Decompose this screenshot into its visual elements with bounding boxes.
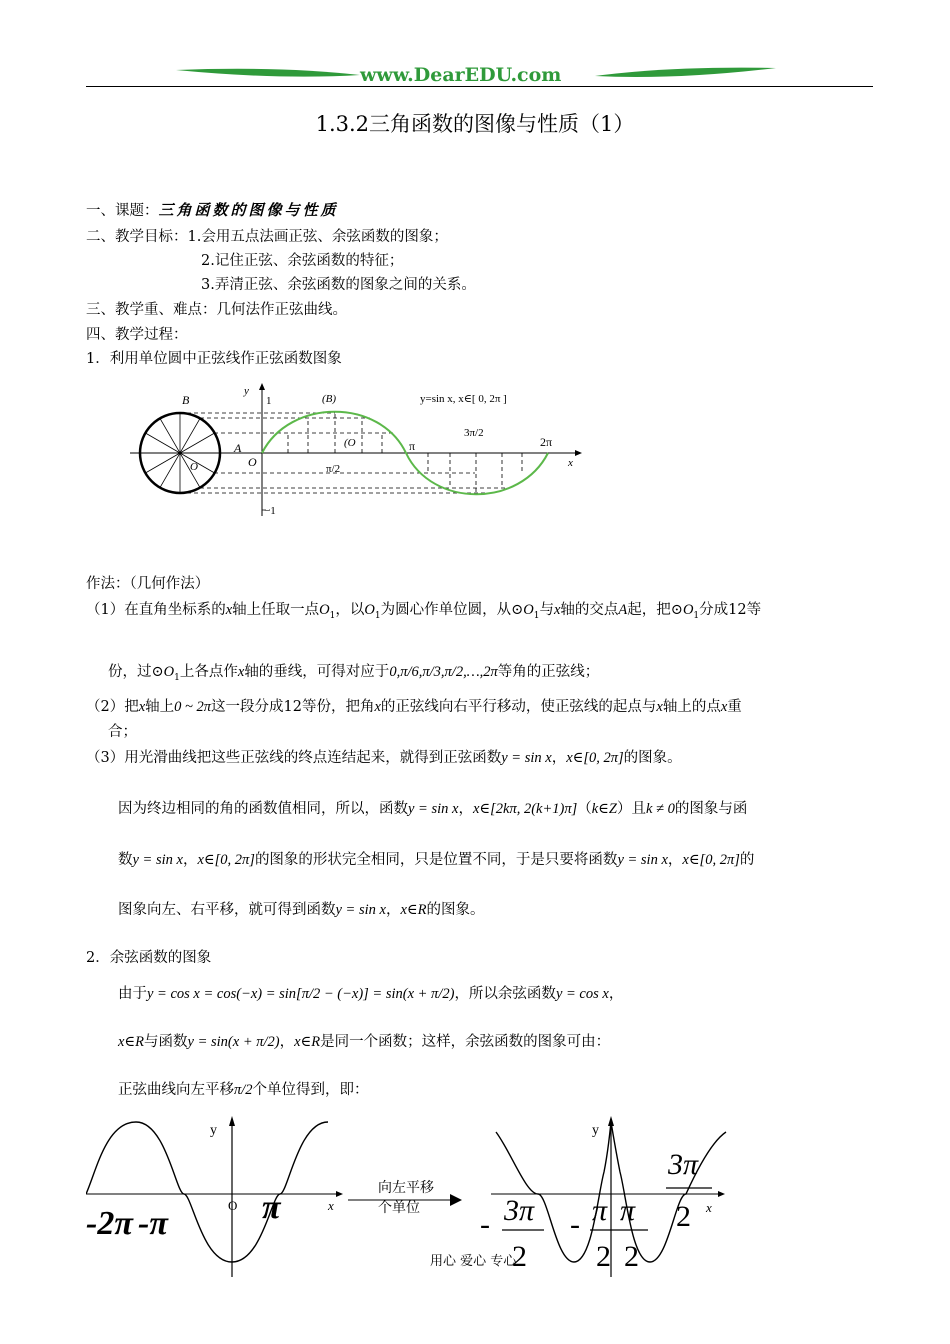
label-O1: O [190,461,198,473]
step-1-line-1: （1）在直角坐标系的x轴上任取一点$O_1$，以$O_1$为圆心作单位圆，从$⊙O_1$与x轴的交点A起，把$⊙O_1$分成12等 [86,602,762,621]
cosine-line-1: 由于y = cos x = cos(−x) = sin[π/2 − (−x)] = sin(x + π/2)，所以余弦函数y = cos x， [118,986,624,1002]
page-title: 1.3.2三角函数的图像与性质（1） [315,112,635,136]
arrow-text-1: 向左平移 [378,1181,434,1196]
right-label-x: x [706,1200,712,1215]
left-label-minus2pi: -2π [86,1205,133,1242]
label-B: B [182,393,190,407]
cosine-line-3: 正弦曲线向左平移π/2个单位得到，即： [118,1082,369,1098]
footer-text: 用心 爱心 专心 [430,1254,517,1269]
right-label-2-c: 2 [624,1240,639,1273]
right-label-pi: π [620,1194,636,1227]
topic-value: 三角函数的图像与性质 [158,201,339,219]
section-2-heading: 2．余弦函数的图象 [86,950,212,966]
right-label-2-a: 2 [512,1240,527,1273]
step-1-line-2: 份，过$⊙O_1$上各点作x轴的垂线，可得对应于0,π/6,π/3,π/2,…,2π等角的正弦线； [108,664,600,683]
periodic-line-1: 因为终边相同的角的函数值相同，所以，函数y = sin x，x∈[2kπ, 2(k+1)π]（k∈Z）且k ≠ 0的图象与函 [118,801,748,817]
method-heading: 作法：（几何作法） [86,576,210,592]
label-pi: π [409,439,416,453]
process-heading: 四、教学过程： [86,327,188,343]
right-label-3pi-top: 3π [668,1148,699,1181]
step-3-line: （3）用光滑曲线把这些正弦线的终点连结起来，就得到正弦函数y = sin x，x∈[0, 2π]的图象。 [86,750,682,766]
left-label-minuspi: -π [138,1205,168,1242]
step-2-line-1: （2）把x轴上0 ~ 2π这一段分成12等份，把角x的正弦线向右平行移动，使正弦线的起点与x轴上的点x重 [86,699,742,715]
left-label-y: y [210,1123,217,1138]
svg-text:-: - [570,1208,580,1241]
label-O1-paren: (O [344,437,356,449]
label-two-pi: 2π [540,435,553,449]
goal-3: 3.弄清正弦、余弦函数的图象之间的关系。 [201,277,476,293]
header-rule [86,86,873,87]
left-label-x: x [328,1198,334,1213]
arrow-text-2: 个单位 [378,1201,420,1216]
left-label-O: O [228,1198,238,1213]
label-three-pi-half: 3π/2 [464,427,484,439]
label-B-paren: (B) [322,393,337,405]
section-1-heading: 1．利用单位圆中正弦线作正弦函数图象 [86,351,342,367]
figure1-caption: y=sin x, x∈[ 0, 2π ] [420,393,507,405]
goal-2: 2.记住正弦、余弦函数的特征； [201,253,404,269]
header-site-name[interactable]: www.DearEDU.com [360,64,562,86]
goal-line-1 [86,225,448,246]
right-label-2-b: 2 [596,1240,611,1273]
label-x: x [568,457,573,469]
key-points: 三、教学重、难点：几何法作正弦曲线。 [86,302,347,318]
right-label-2-top: 2 [676,1200,691,1233]
topic-label: 一、课题： [86,203,159,219]
label-pi-half: π/2 [326,463,341,475]
sine-construction-figure [130,380,590,520]
label-y: y [244,385,249,397]
step-2-line-2: 合； [108,724,137,740]
periodic-line-3: 图象向左、右平移，就可得到函数y = sin x，x∈R的图象。 [118,902,485,918]
right-label-mpi: π [592,1194,608,1227]
svg-text:-: - [480,1208,490,1241]
right-label-y: y [592,1123,599,1138]
left-label-pi: π [262,1189,281,1226]
label-one: 1 [266,395,272,407]
label-O: O [248,455,257,469]
goal-1: 1.会用五点法画正弦、余弦函数的图象； [187,229,448,245]
label-minus-one: −1 [264,505,276,517]
right-label-m3pi: 3π [504,1194,535,1227]
periodic-line-2: 数y = sin x，x∈[0, 2π]的图象的形状完全相同，只是位置不同，于是只要将函数y = sin x，x∈[0, 2π]的 [118,852,755,868]
label-A: A [234,441,242,455]
cosine-line-2: x∈R与函数y = sin(x + π/2)，x∈R是同一个函数；这样，余弦函数的图象可由： [118,1034,611,1050]
shift-figure [86,1112,736,1282]
goal-label: 二、教学目标： [86,229,188,245]
topic-line [86,199,339,220]
